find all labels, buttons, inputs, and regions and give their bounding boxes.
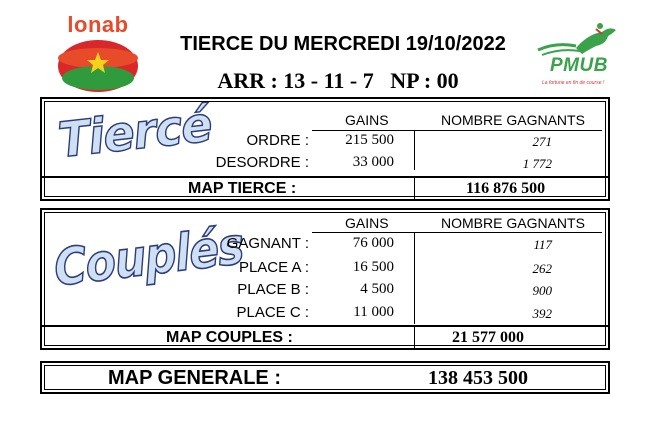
row-gain: 16 500 — [352, 259, 394, 275]
row-label: PLACE B : — [237, 281, 309, 298]
couples-section-title: Couplés — [51, 216, 246, 299]
map-tierce-label: MAP TIERCE : — [188, 180, 297, 197]
map-generale-panel — [40, 361, 610, 394]
tierce-gains-header: GAINS — [345, 112, 389, 128]
lonab-wordmark: lonab — [67, 12, 129, 37]
row-label: DESORDRE : — [215, 154, 309, 171]
row-winners: 1 772 — [522, 156, 552, 171]
row-winners: 262 — [532, 261, 552, 276]
row-gain: 215 500 — [345, 132, 394, 148]
couples-winners-header: NOMBRE GAGNANTS — [441, 215, 585, 231]
page-title: TIERCE DU MERCREDI 19/10/2022 — [180, 33, 506, 55]
map-tierce-row — [42, 176, 608, 201]
arrival-line: ARR : 13 - 11 - 7 NP : 00 — [217, 68, 459, 93]
row-label: PLACE C : — [236, 304, 309, 321]
map-tierce-value: 116 876 500 — [466, 180, 546, 197]
pmub-wordmark: PMUB — [550, 55, 608, 76]
pmub-tagline: La fortune en fin de course ! — [542, 80, 605, 86]
map-generale-value: 138 453 500 — [428, 367, 528, 389]
row-gain: 76 000 — [352, 235, 394, 251]
row-label: PLACE A : — [238, 259, 309, 276]
row-winners: 271 — [532, 134, 552, 149]
row-gain: 4 500 — [360, 281, 394, 297]
tierce-panel — [40, 97, 610, 201]
map-couples-label: MAP COUPLES : — [166, 329, 293, 346]
row-label: GAGNANT : — [226, 235, 309, 252]
row-winners: 392 — [532, 306, 552, 321]
couples-gains-header: GAINS — [345, 215, 389, 231]
row-gain: 33 000 — [352, 154, 394, 170]
tierce-winners-header: NOMBRE GAGNANTS — [441, 112, 585, 128]
map-couples-value: 21 577 000 — [452, 329, 524, 346]
row-winners: 117 — [533, 237, 552, 252]
row-gain: 11 000 — [353, 304, 394, 320]
couples-panel — [40, 208, 610, 350]
row-winners: 900 — [532, 283, 552, 298]
row-label: ORDRE : — [246, 132, 309, 149]
map-couples-row — [42, 325, 608, 350]
tierce-section-title: Tiercé — [55, 95, 214, 169]
map-generale-label: MAP GENERALE : — [108, 367, 281, 389]
